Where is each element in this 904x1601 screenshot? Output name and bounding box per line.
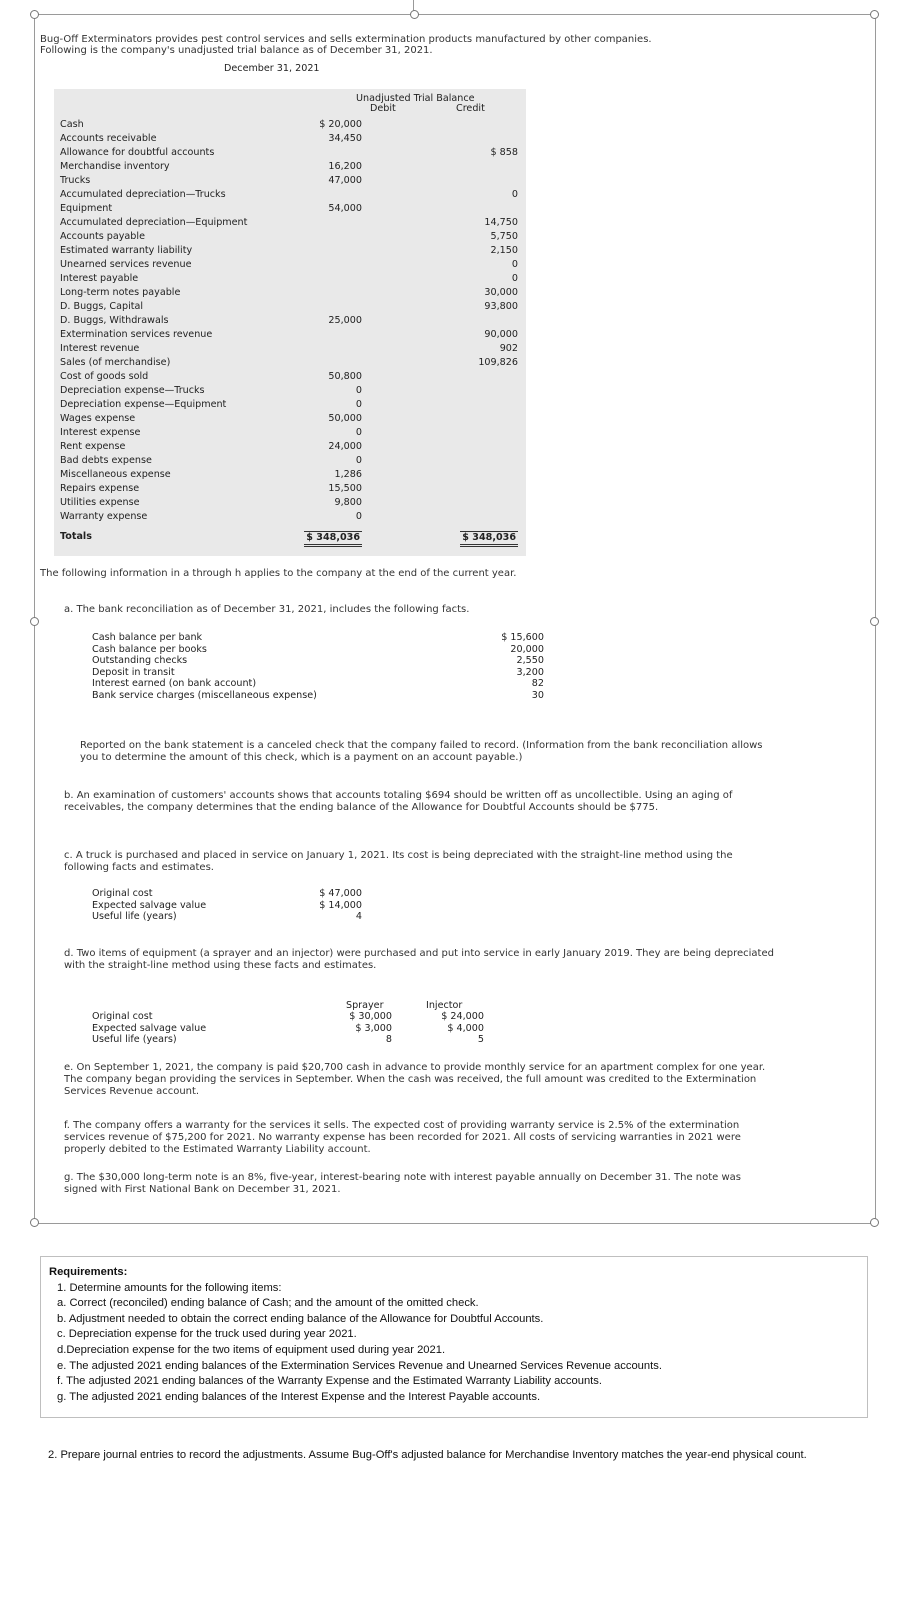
truck-fact-value: $ 14,000 — [319, 899, 362, 911]
tb-row-label: Accounts payable — [60, 231, 145, 242]
tb-row-label: Accumulated depreciation—Trucks — [60, 189, 226, 200]
tb-row — [54, 441, 526, 453]
bank-rec-value: 2,550 — [516, 655, 544, 666]
tb-row-debit: 1,286 — [334, 469, 362, 480]
tb-row-debit: $ 20,000 — [319, 119, 362, 130]
injector-value: 5 — [477, 1034, 484, 1045]
item-c-text: c. A truck is purchased and placed in service on January 1, 2021. Its cost is being depreciated with the straight-line method using the following facts and estimates. — [64, 850, 733, 873]
tb-row-label: Depreciation expense—Trucks — [60, 385, 205, 396]
tb-row-label: Rent expense — [60, 441, 126, 452]
tb-row-label: Interest payable — [60, 273, 139, 284]
bank-rec-label: Interest earned (on bank account) — [92, 678, 257, 689]
tb-row-label: Interest revenue — [60, 343, 140, 354]
tb-row — [54, 147, 526, 159]
tb-row-debit: 50,000 — [328, 413, 362, 424]
requirement-line: d.Depreciation expense for the two items of equipment used during year 2021. — [57, 1343, 446, 1356]
bank-rec-value: 20,000 — [510, 643, 544, 655]
item-e-text: e. On September 1, 2021, the company is paid $20,700 cash in advance to provide monthly service for an apartment complex for one year. The company began providing the services in September. When the cash was received, the full amount was credited to the Extermination Services Revenue account. — [64, 1062, 766, 1097]
tb-row-label: Wages expense — [60, 413, 136, 424]
tb-row-label: Interest expense — [60, 427, 141, 438]
bank-rec-row — [92, 678, 544, 690]
tb-row — [54, 399, 526, 411]
tb-row-label: Sales (of merchandise) — [60, 357, 171, 368]
truck-fact-label: Expected salvage value — [92, 899, 207, 911]
tb-row-debit: 25,000 — [328, 315, 362, 326]
bank-rec-row — [92, 632, 544, 644]
tb-row-debit: 0 — [355, 399, 362, 410]
tb-row-debit: 0 — [355, 385, 362, 396]
tb-row — [54, 231, 526, 243]
tb-row-label: Bad debts expense — [60, 455, 152, 466]
tb-row-debit: 0 — [355, 511, 362, 522]
tb-heading: Unadjusted Trial Balance — [356, 93, 475, 104]
requirement-line: c. Depreciation expense for the truck used during year 2021. — [57, 1328, 357, 1341]
item-a-text: a. The bank reconciliation as of December 31, 2021, includes the following facts. — [64, 604, 470, 615]
requirements-title: Requirements: — [49, 1266, 128, 1278]
tb-row-label: Accounts receivable — [60, 133, 157, 144]
tb-row-credit: $ 858 — [490, 147, 518, 158]
tb-row-label: Allowance for doubtful accounts — [60, 147, 215, 158]
tb-row — [54, 203, 526, 215]
sprayer-value: 8 — [385, 1034, 392, 1045]
tb-row-credit: 0 — [511, 273, 518, 284]
tb-totals-label: Totals — [60, 531, 92, 542]
tb-row — [54, 259, 526, 271]
bank-rec-value: 30 — [531, 689, 544, 701]
tb-row-debit: 54,000 — [328, 203, 362, 214]
tb-row-label: Unearned services revenue — [60, 259, 192, 270]
resize-handle-top[interactable] — [410, 10, 419, 19]
requirement-line: 1. Determine amounts for the following items: — [57, 1281, 282, 1294]
intro-line-2: Following is the company's unadjusted trial balance as of December 31, 2021. — [40, 45, 433, 56]
tb-row-credit: 90,000 — [484, 329, 518, 340]
tb-row — [54, 119, 526, 131]
tb-row-label: D. Buggs, Withdrawals — [60, 315, 169, 326]
tb-row-label: Utilities expense — [60, 497, 140, 508]
item-g-text: g. The $30,000 long-term note is an 8%, five-year, interest-bearing note with interest payable annually on December 31. The note was signed with First National Bank on December 31, 2021. — [64, 1172, 741, 1195]
tb-row — [54, 245, 526, 257]
tb-row-label: Extermination services revenue — [60, 329, 213, 340]
tb-row — [54, 413, 526, 425]
tb-row-label: Equipment — [60, 203, 113, 214]
tb-row-credit: 902 — [499, 343, 518, 354]
bank-rec-label: Cash balance per bank — [92, 632, 203, 643]
tb-row-credit: 5,750 — [490, 231, 518, 242]
tb-row-credit: 0 — [511, 189, 518, 200]
intro-line-1: Bug-Off Exterminators provides pest control services and sells extermination products manufactured by other companies. — [40, 34, 652, 45]
resize-handle-top-right[interactable] — [870, 10, 879, 19]
tb-row — [54, 189, 526, 201]
resize-handle-bottom-right[interactable] — [870, 1218, 879, 1227]
tb-row — [54, 133, 526, 145]
tb-row — [54, 175, 526, 187]
equipment-fact-row — [92, 1034, 492, 1046]
tb-row — [54, 287, 526, 299]
tb-row-label: D. Buggs, Capital — [60, 301, 144, 312]
injector-value: $ 4,000 — [447, 1022, 484, 1034]
tb-row-debit: 47,000 — [328, 175, 362, 186]
tb-row-label: Accumulated depreciation—Equipment — [60, 217, 248, 228]
tb-totals-credit: $ 348,036 — [460, 531, 518, 547]
tb-row — [54, 273, 526, 285]
sprayer-value: $ 30,000 — [349, 1011, 392, 1022]
tb-row-label: Trucks — [60, 175, 91, 186]
truck-fact-value: 4 — [355, 911, 362, 922]
tb-row — [54, 301, 526, 313]
requirements-box — [40, 1256, 868, 1418]
requirement-line: f. The adjusted 2021 ending balances of the Warranty Expense and the Estimated Warranty Liability accounts. — [57, 1375, 602, 1388]
tb-row — [54, 497, 526, 509]
injector-header: Injector — [426, 1000, 463, 1011]
item-a-note: Reported on the bank statement is a canceled check that the company failed to record. (Information from the bank reconciliation allows you to determine the amount of this check, which is a payment on an account payable.) — [80, 740, 763, 763]
item-b-text: b. An examination of customers' accounts shows that accounts totaling $694 should be written off as uncollectible. Using an aging of receivables, the company determines that the ending balance of the Allowance for Doubtful Accounts should be $775. — [64, 790, 733, 813]
tb-row-label: Cash — [60, 119, 84, 130]
tb-row-label: Cost of goods sold — [60, 371, 149, 382]
injector-value: $ 24,000 — [441, 1011, 484, 1022]
tb-row-debit: 0 — [355, 455, 362, 466]
resize-handle-top-left[interactable] — [30, 10, 39, 19]
sprayer-value: $ 3,000 — [355, 1022, 392, 1034]
tb-row-credit: 2,150 — [490, 245, 518, 256]
tb-row-credit: 109,826 — [478, 357, 518, 368]
tb-row-label: Long-term notes payable — [60, 287, 181, 298]
truck-fact-label: Original cost — [92, 888, 153, 899]
requirement-line: g. The adjusted 2021 ending balances of the Interest Expense and the Interest Payable accounts. — [57, 1390, 541, 1403]
requirement-line: b. Adjustment needed to obtain the correct ending balance of the Allowance for Doubtful Accounts. — [57, 1312, 544, 1325]
tb-row — [54, 315, 526, 327]
tb-credit-label: Credit — [456, 103, 485, 114]
tb-row — [54, 217, 526, 229]
truck-fact-row — [92, 900, 362, 912]
truck-fact-row — [92, 888, 362, 900]
item-d-text: d. Two items of equipment (a sprayer and an injector) were purchased and put into service in early January 2019. They are being depreciated with the straight-line method using these facts and estimates. — [64, 948, 774, 971]
sprayer-header: Sprayer — [346, 1000, 384, 1011]
equipment-fact-row — [92, 1011, 492, 1023]
requirements-lines — [41, 1281, 867, 1406]
tb-row — [54, 469, 526, 481]
tb-row-label: Warranty expense — [60, 511, 148, 522]
tb-row — [54, 511, 526, 523]
tb-row — [54, 357, 526, 369]
tb-row — [54, 385, 526, 397]
tb-row-credit: 30,000 — [484, 287, 518, 298]
truck-fact-label: Useful life (years) — [92, 911, 177, 922]
equipment-fact-row — [92, 1023, 492, 1035]
tb-row-credit: 14,750 — [484, 217, 518, 228]
tb-row-debit: 34,450 — [328, 133, 362, 144]
tb-row — [54, 329, 526, 341]
requirement-line: a. Correct (reconciled) ending balance of Cash; and the amount of the omitted check. — [57, 1297, 479, 1310]
bank-rec-label: Deposit in transit — [92, 666, 175, 678]
requirement-2: 2. Prepare journal entries to record the adjustments. Assume Bug-Off's adjusted balance for Merchandise Inventory matches the year-end physical count. — [48, 1449, 807, 1461]
resize-handle-left[interactable] — [30, 617, 39, 626]
tb-row-credit: 0 — [511, 259, 518, 270]
bank-rec-label: Bank service charges (miscellaneous expense) — [92, 689, 317, 701]
requirement-line: e. The adjusted 2021 ending balances of the Extermination Services Revenue and Unearned Services Revenue accounts. — [57, 1359, 662, 1372]
equipment-fact-label: Original cost — [92, 1011, 153, 1022]
trial-balance-table — [54, 63, 526, 556]
bank-rec-label: Outstanding checks — [92, 655, 188, 666]
bank-rec-row — [92, 690, 544, 702]
tb-row-debit: 0 — [355, 427, 362, 438]
tb-totals-row — [54, 531, 526, 543]
bank-rec-label: Cash balance per books — [92, 643, 207, 655]
tb-row-label: Estimated warranty liability — [60, 245, 193, 256]
tb-row-label: Merchandise inventory — [60, 161, 170, 172]
tb-row-label: Miscellaneous expense — [60, 469, 171, 480]
bank-rec-row — [92, 655, 544, 667]
truck-fact-row — [92, 911, 362, 923]
info-intro: The following information in a through h applies to the company at the end of the current year. — [40, 568, 517, 579]
resize-handle-right[interactable] — [870, 617, 879, 626]
tb-row — [54, 455, 526, 467]
tb-row — [54, 427, 526, 439]
bank-rec-row — [92, 644, 544, 656]
bank-rec-value: 82 — [531, 678, 544, 689]
bank-rec-row — [92, 667, 544, 679]
tb-row-debit: 24,000 — [328, 441, 362, 452]
tb-debit-label: Debit — [370, 103, 396, 114]
tb-row-label: Repairs expense — [60, 483, 140, 494]
bank-rec-value: $ 15,600 — [501, 632, 544, 643]
tb-row-debit: 16,200 — [328, 161, 362, 172]
tb-row — [54, 371, 526, 383]
tb-date-header: December 31, 2021 — [224, 63, 320, 74]
resize-handle-bottom-left[interactable] — [30, 1218, 39, 1227]
tb-row-debit: 50,800 — [328, 371, 362, 382]
tb-row — [54, 161, 526, 173]
tb-totals-debit: $ 348,036 — [304, 531, 362, 547]
equipment-fact-label: Useful life (years) — [92, 1034, 177, 1045]
bank-rec-value: 3,200 — [516, 666, 544, 678]
tb-row-debit: 9,800 — [334, 497, 362, 508]
tb-row-credit: 93,800 — [484, 301, 518, 312]
item-f-text: f. The company offers a warranty for the services it sells. The expected cost of providing warranty service is 2.5% of the extermination services revenue of $75,200 for 2021. No warranty expense has been recorded for 2021. All costs of servicing warranties in 2021 were properly debited to the Estimated Warranty Liability account. — [64, 1120, 741, 1155]
truck-fact-value: $ 47,000 — [319, 888, 362, 899]
tb-row-label: Depreciation expense—Equipment — [60, 399, 227, 410]
tb-row — [54, 483, 526, 495]
tb-row-debit: 15,500 — [328, 483, 362, 494]
equipment-fact-label: Expected salvage value — [92, 1022, 207, 1034]
tb-row — [54, 343, 526, 355]
